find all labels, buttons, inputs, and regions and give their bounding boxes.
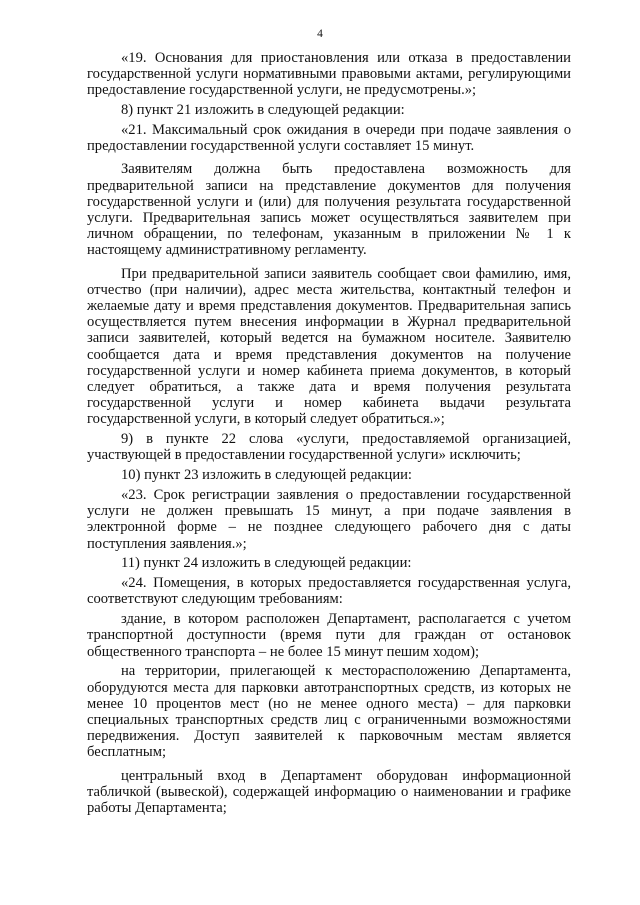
paragraph-8: «23. Срок регистрации заявления о предоставлении государственной услуги не должен превышать 15 минут, а при подаче заявления в электронной форме – не позднее следующего рабочего дня с даты поступления заявления.»; [87, 487, 571, 552]
paragraph-9: 11) пункт 24 изложить в следующей редакции: [121, 555, 412, 572]
paragraph-6: 9) в пункте 22 слова «услуги, предоставляемой организацией, участвующей в предоставлении государственной услуги» исключить; [87, 431, 571, 464]
paragraph-12: на территории, прилегающей к месторасположению Департамента, оборудуются места для парковки автотранспортных средств, из которых не менее 10 процентов мест (но не менее одного места) – для парковки специальных транспортных средств лиц с ограниченными возможностями передвижения. Доступ заявителей к парковочным местам является бесплатным; [87, 663, 571, 761]
page-number: 4 [317, 28, 323, 40]
paragraph-13: центральный вход в Департамент оборудован информационной табличкой (вывеской), содержащей информацию о наименовании и графике работы Департамента; [87, 767, 571, 817]
paragraph-1: «19. Основания для приостановления или отказа в предоставлении государственной услуги нормативными правовыми актами, регулирующими предоставление государственной услуги, не предусмотрены.»; [87, 50, 571, 99]
paragraph-5: При предварительной записи заявитель сообщает свои фамилию, имя, отчество (при наличии), адрес места жительства, контактный телефон и желаемые дату и время представления документов. Предварительная запись осуществляется путем внесения информации в Журнал предварительной записи заявителей, который ведется на бумажном носителе. Заявителю сообщается дата и время представления документов на получение государственной услуги и номер кабинета приема документов, в который следует обратиться, а также дата и время получения результата государственной услуги и номер кабинета выдачи результата государственной услуги, в который следует обратиться.»; [87, 265, 571, 428]
paragraph-7: 10) пункт 23 изложить в следующей редакции: [121, 467, 412, 484]
paragraph-11: здание, в котором расположен Департамент, располагается с учетом транспортной доступности (время пути для граждан от остановок общественного транспорта – не более 15 минут пешим ходом); [87, 611, 571, 660]
document-body [87, 50, 571, 816]
paragraph-2: 8) пункт 21 изложить в следующей редакции: [121, 102, 405, 119]
paragraph-3: «21. Максимальный срок ожидания в очереди при подаче заявления о предоставлении государственной услуги составляет 15 минут. [87, 122, 571, 155]
paragraph-10: «24. Помещения, в которых предоставляется государственная услуга, соответствуют следующим требованиям: [87, 575, 571, 608]
paragraph-4: Заявителям должна быть предоставлена возможность для предварительной записи на представление документов для получения государственной услуги и (или) для получения результата государственной услуги. Предварительная запись может осуществляться заявителем при личном обращении, по телефонам, указанным в приложении № 1 к настоящему административному регламенту. [87, 161, 571, 259]
